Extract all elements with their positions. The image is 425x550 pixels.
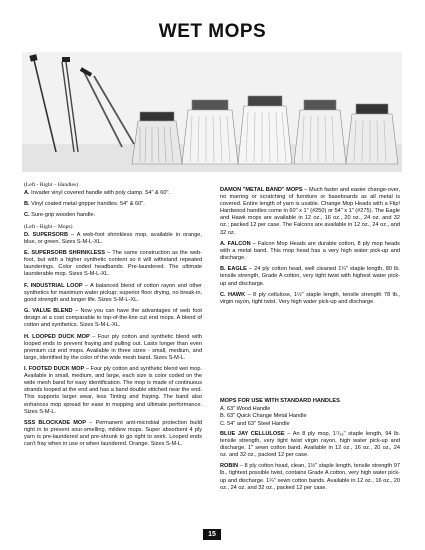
item-sss: SSS BLOCKADE MOP – Permanent anti-microbial protection build right in to prevent sour-smelling, mildew mops. Super absorbent 4 ply yarn is pre-laundered and pre-shrunk to go right to work. Looped ends can't fray when in use or when laundered. Orange. Sizes S-M-L. xyxy=(24,419,202,448)
item-i: I. FOOTED DUCK MOP – Four ply cotton and synthetic blend wet mop. Available in small, medium, and large, each size is color coded on the wide mesh band for easy identification. The mop is made of continuous strands looped at the end and has a band double stitched near the end. This supports larger wear, less Tinting and fraying. The band also enhances mop spread for ease in mopping and ultimate performance. Sizes S-M-L. xyxy=(24,366,203,415)
item-f: F. INDUSTRIAL LOOP – A balanced blend of cotton rayon and other synthetics for maximum water pickup; superior floor drying, no break-in, good strength and longer life. Sizes S-M-L-XL. xyxy=(24,282,202,303)
page-number: 15 xyxy=(203,529,221,540)
right-column-top xyxy=(220,187,400,310)
item-eagle: B. EAGLE – 24 ply cotton head, well cleaned 1¼" staple length, 80 lb. tensile strength, Grade A cotton, very tight twist with highest water pick-up and discharge. xyxy=(220,266,400,287)
item-falcon: A. FALCON – Falcon Mop Heads are durable cotton, 8 ply mop heads with a metal band. This mop head has a very high water pick-up and discharge. xyxy=(220,240,400,262)
handle-list-item: C. 54" and 63" Steel Handle xyxy=(220,420,290,427)
standard-handles-list xyxy=(220,406,400,428)
caption-mops: (Left - Right – Mops) xyxy=(24,223,73,230)
item-a: A. Invader vinyl covered handle with poly clamp. 54" & 60". xyxy=(24,189,171,196)
left-column xyxy=(24,182,202,452)
handle-list-item: B. 63" Quick Change Metal Handle xyxy=(220,413,307,420)
item-e: E. SUPERSORB SHRINKLESS – The same construction as the web-foot, but with a higher synthetic content so it will withstand repeated launderings. Color coded headbands. Pre-laundered. The ultimate launderable mop. Sizes S-M-L-XL. xyxy=(24,250,202,278)
item-damon: DAMON "METAL BAND" MOPS – Much faster and easier change-over, no marring or scratching of furniture or baseboards as all metal is covered. Entire length of yarn is usable. Change Mop Heads with a Flip! Hardwood handles come in 60" x 1" (#250) or 54" x 1" (#275). The Eagle and Hawk mops are available in 12 oz., 16 oz., 20 oz., 24 oz. and 32 oz.; packed 12 per case. The Falcons are available in 12 oz., 24 oz., and 32 oz. xyxy=(220,187,400,236)
item-h: H. LOOPED DUCK MOP – Four ply cotton and synthetic blend with looped ends to prevent fraying and pulling out. Lasts longer than even premium cut end mops. Available in three sizes - small, medium, and large, identified by the color of the wide mesh band. Sizes S-M-L. xyxy=(24,333,203,361)
standard-handles-heading: MOPS FOR USE WITH STANDARD HANDLES xyxy=(220,398,340,404)
item-b: B. Vinyl coated metal gripper handles. 54" & 60". xyxy=(24,201,145,208)
item-robin: ROBIN – 8 ply cotton head, clean, 1½" staple length, tensile strength 97 lb., tightest possible twist, contains Grade A cotton, very high water pick-up and discharge. 1¼" sewn cotton bands. Available in 12 oz., 16 oz., 20 oz., 24 oz. and 32 oz., packed 12 per case. xyxy=(220,463,400,491)
item-g: G. VALUE BLEND – Now you can have the advantages of web foot design at a cost comparable to top-of-the-line cut end mops. A blend of cotton and synthetics. Sizes S-M-L-XL. xyxy=(24,308,202,329)
mops-photo xyxy=(22,52,402,172)
item-blue-jay: BLUE JAY CELLULOSE – An 8 ply mop, 1⁷/₁₆" staple length, 94 lb. tensile strength, very tight twist virgin rayon, high water pick-up and discharge. 1" sewn cotton band. Available in 12 oz., 16 oz., 20 oz., 24 oz. and 32 oz., packed 12 per case. xyxy=(220,430,400,459)
item-hawk: C. HAWK – 8 ply cellulose, 1½" staple length, tensile strength 78 lb., virgin rayon, tight twist. Very high water pick-up and discharge. xyxy=(220,291,400,305)
item-c: C. Sure-grip wooden handle. xyxy=(24,212,96,219)
page-title: WET MOPS xyxy=(158,21,267,42)
item-d: D. SUPERSORB – A web-foot shrinkless mop, available in orange, blue, or green. Sizes S-M-L-XL. xyxy=(24,231,202,245)
caption-handles: (Left - Right – Handles) xyxy=(24,182,79,188)
mop-f xyxy=(238,96,292,164)
handle-list-item: A. 63" Wood Handle xyxy=(220,405,271,412)
right-column-bottom xyxy=(220,398,400,496)
